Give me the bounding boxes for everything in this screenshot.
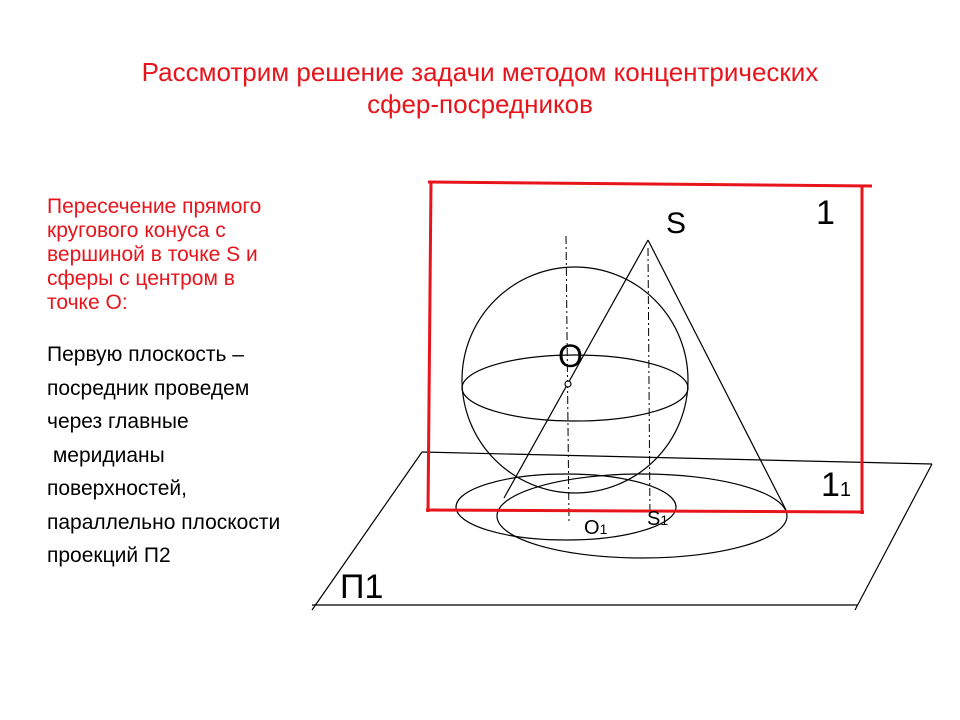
center-label-o: O [558,338,583,374]
apex-vertical-projection-line [648,248,650,520]
sphere-outline [462,267,688,493]
center-projection-sub: 1 [599,521,608,537]
problem-line-5: точке О: [47,291,128,314]
step-line-4: меридианы [47,443,165,467]
center-vertical-projection-line [566,236,569,522]
step-line-7: проекций П2 [47,544,171,567]
plane-1-label: 1 [816,194,835,232]
plane-1-index-label [821,466,851,504]
apex-projection-label [647,508,668,530]
ground-plane-back-edge [422,452,932,464]
center-projection-main: O [584,517,600,539]
slide-title-line-2: сфер-посредников [367,89,593,119]
slide-title-line-1: Рассмотрим решение задачи методом концентрических [141,57,819,87]
center-projection-label [584,517,608,539]
step-line-1: Первую плоскость – [47,343,244,366]
step-line-3: через главные [47,410,189,433]
center-point-o [565,381,571,387]
apex-projection-sub: 1 [660,512,669,528]
apex-projection-main: S [647,508,661,530]
ground-plane-label: П1 [340,568,384,606]
step-line-6: параллельно плоскости [47,510,281,534]
cone-right-generatrix [648,240,786,510]
cone-base-ellipse [497,474,787,558]
plane-1-bottom-edge [426,510,864,512]
problem-line-2: кругового конуса с [47,219,226,242]
step-line-5: поверхностей, [47,477,187,500]
plane-1-index-main: 1 [821,466,840,504]
problem-line-4: сферы с центром в [47,267,235,290]
apex-label-s: S [666,207,687,240]
step-line-2: посредник проведем [47,376,250,400]
plane-1-left-edge [428,182,431,512]
plane-1-index-sub: 1 [839,479,852,501]
sphere-projection-ellipse [456,474,676,540]
plane-1-top-edge [428,182,872,186]
problem-line-3: вершиной в точке S и [47,243,258,266]
ground-plane-right-edge [855,464,932,610]
problem-line-1: Пересечение прямого [47,195,262,218]
